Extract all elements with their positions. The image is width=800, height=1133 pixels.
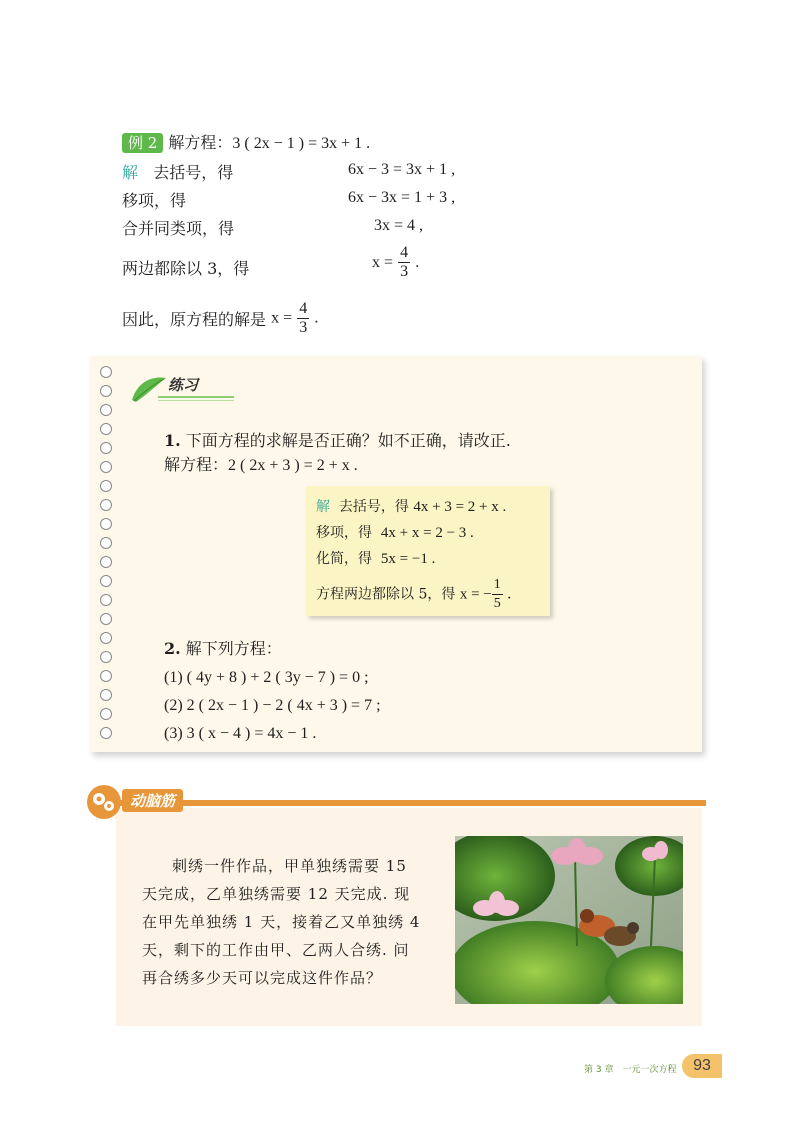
sol-line4-end: . xyxy=(507,585,512,603)
q1-problem-equation: 2 ( 2x + 3 ) = 2 + x . xyxy=(228,457,358,474)
conclusion-denominator: 3 xyxy=(299,319,308,336)
q1-problem xyxy=(164,452,358,475)
sol-line4-fraction xyxy=(492,576,503,613)
conclusion-end: . xyxy=(314,309,319,327)
brain-line: 天完成，乙单独绣需要 12 天完成. 现 xyxy=(142,885,411,903)
brain-logo xyxy=(86,784,122,824)
practice-title-bar xyxy=(128,374,238,398)
q2-number: 2. xyxy=(164,639,181,658)
solution-lines xyxy=(316,494,511,613)
q1-number: 1. xyxy=(164,431,181,450)
binder-ring xyxy=(100,480,112,492)
problem-label: 解方程： xyxy=(168,133,233,152)
step3-label: 合并同类项，得 xyxy=(122,219,235,238)
sol-line4-denominator: 5 xyxy=(493,596,501,611)
step2-equation: 6x − 3x = 1 + 3 , xyxy=(348,189,456,206)
q1-text: 下面方程的求解是否正确？如不正确，请改正. xyxy=(185,431,511,450)
q1-problem-label: 解方程： xyxy=(164,455,229,474)
brain-line: 天，剩下的工作由甲、乙两人合绣. 问 xyxy=(142,941,410,959)
brain-text xyxy=(142,852,420,992)
step4-denominator: 3 xyxy=(400,263,409,280)
chapter-label: 第 3 章 一元一次方程 xyxy=(584,1065,677,1075)
conclusion-label: 因此，原方程的解是 xyxy=(122,310,267,329)
binder-ring xyxy=(100,708,112,720)
sol-line1-eq: 4x + 3 = 2 + x . xyxy=(413,499,507,515)
brain-line: 刺绣一件作品，甲单独绣需要 15 xyxy=(172,857,407,875)
brain-title-tag xyxy=(122,789,183,812)
binder-ring xyxy=(100,727,112,739)
sol-line3 xyxy=(316,546,511,572)
brain-title: 动脑筋 xyxy=(130,792,176,810)
q2-item: (1) ( 4y + 8 ) + 2 ( 3y − 7 ) = 0 ; xyxy=(164,669,369,686)
step2-label: 移项，得 xyxy=(122,191,187,210)
step4-equation xyxy=(372,244,419,281)
binder-ring xyxy=(100,442,112,454)
sol-line3-eq: 5x = −1 . xyxy=(380,551,436,567)
q2-item: (3) 3 ( x − 4 ) = 4x − 1 . xyxy=(164,725,317,742)
sol-line2-eq: 4x + x = 2 − 3 . xyxy=(380,525,474,541)
q2 xyxy=(164,636,282,659)
sol-line4-numerator: 1 xyxy=(492,576,503,595)
binder-ring xyxy=(100,594,112,606)
binder-ring xyxy=(100,423,112,435)
q2-item: (2) 2 ( 2x − 1 ) − 2 ( 4x + 3 ) = 7 ; xyxy=(164,697,381,714)
binder-ring xyxy=(100,613,112,625)
conclusion xyxy=(122,300,318,337)
example-badge: 例 2 xyxy=(122,133,163,153)
sol-line3-label: 化简，得 xyxy=(316,551,372,567)
sol-line1 xyxy=(316,494,511,520)
binder-ring xyxy=(100,499,112,511)
binder-ring xyxy=(100,670,112,682)
step3-equation: 3x = 4 , xyxy=(374,217,424,234)
binder-ring xyxy=(100,556,112,568)
binder-ring xyxy=(100,575,112,587)
page-number: 93 xyxy=(682,1054,722,1078)
sol-line2 xyxy=(316,520,511,546)
step4-fraction xyxy=(398,244,410,281)
brain-line: 在甲先单独绣 1 天，接着乙又单独绣 4 xyxy=(142,913,421,931)
step4-end: . xyxy=(415,254,420,271)
sol-line2-label: 移项，得 xyxy=(316,525,372,541)
q2-list xyxy=(164,664,381,748)
q1 xyxy=(164,428,511,451)
binder-ring xyxy=(100,689,112,701)
solution-marker: 解 xyxy=(122,163,139,182)
conclusion-lhs: x = xyxy=(271,309,293,327)
practice-title: 练习 xyxy=(168,376,199,394)
sol-line4 xyxy=(316,576,511,613)
conclusion-numerator: 4 xyxy=(299,300,308,317)
step4-numerator: 4 xyxy=(400,244,409,261)
binder-ring xyxy=(100,651,112,663)
problem-equation: 3 ( 2x − 1 ) = 3x + 1 . xyxy=(232,135,371,152)
sol-line4-label: 方程两边都除以 5，得 xyxy=(316,586,456,603)
embroidery-photo xyxy=(455,836,683,1004)
example-header xyxy=(122,130,370,153)
conclusion-fraction xyxy=(297,300,309,337)
gears-icon xyxy=(86,784,122,820)
lotus-ducks-image xyxy=(455,836,683,1004)
sol-marker: 解 xyxy=(316,499,330,515)
binder-ring xyxy=(100,632,112,644)
binder-ring xyxy=(100,385,112,397)
binder-ring xyxy=(100,404,112,416)
sol-line4-lhs: x = − xyxy=(459,586,492,603)
step1-equation: 6x − 3 = 3x + 1 , xyxy=(348,161,456,178)
binder-ring xyxy=(100,461,112,473)
binder-ring xyxy=(100,366,112,378)
brain-header-bar xyxy=(112,798,706,808)
q2-text: 解下列方程： xyxy=(185,639,282,658)
binder-ring xyxy=(100,518,112,530)
brain-line: 再合绣多少天可以完成这件作品？ xyxy=(142,969,383,987)
step1-label: 去括号，得 xyxy=(153,163,234,182)
step4-lhs: x = xyxy=(372,254,394,271)
sol-line1-label: 去括号，得 xyxy=(338,499,409,515)
binder-ring xyxy=(100,537,112,549)
step1 xyxy=(122,160,233,183)
step4-label: 两边都除以 3，得 xyxy=(122,259,250,278)
